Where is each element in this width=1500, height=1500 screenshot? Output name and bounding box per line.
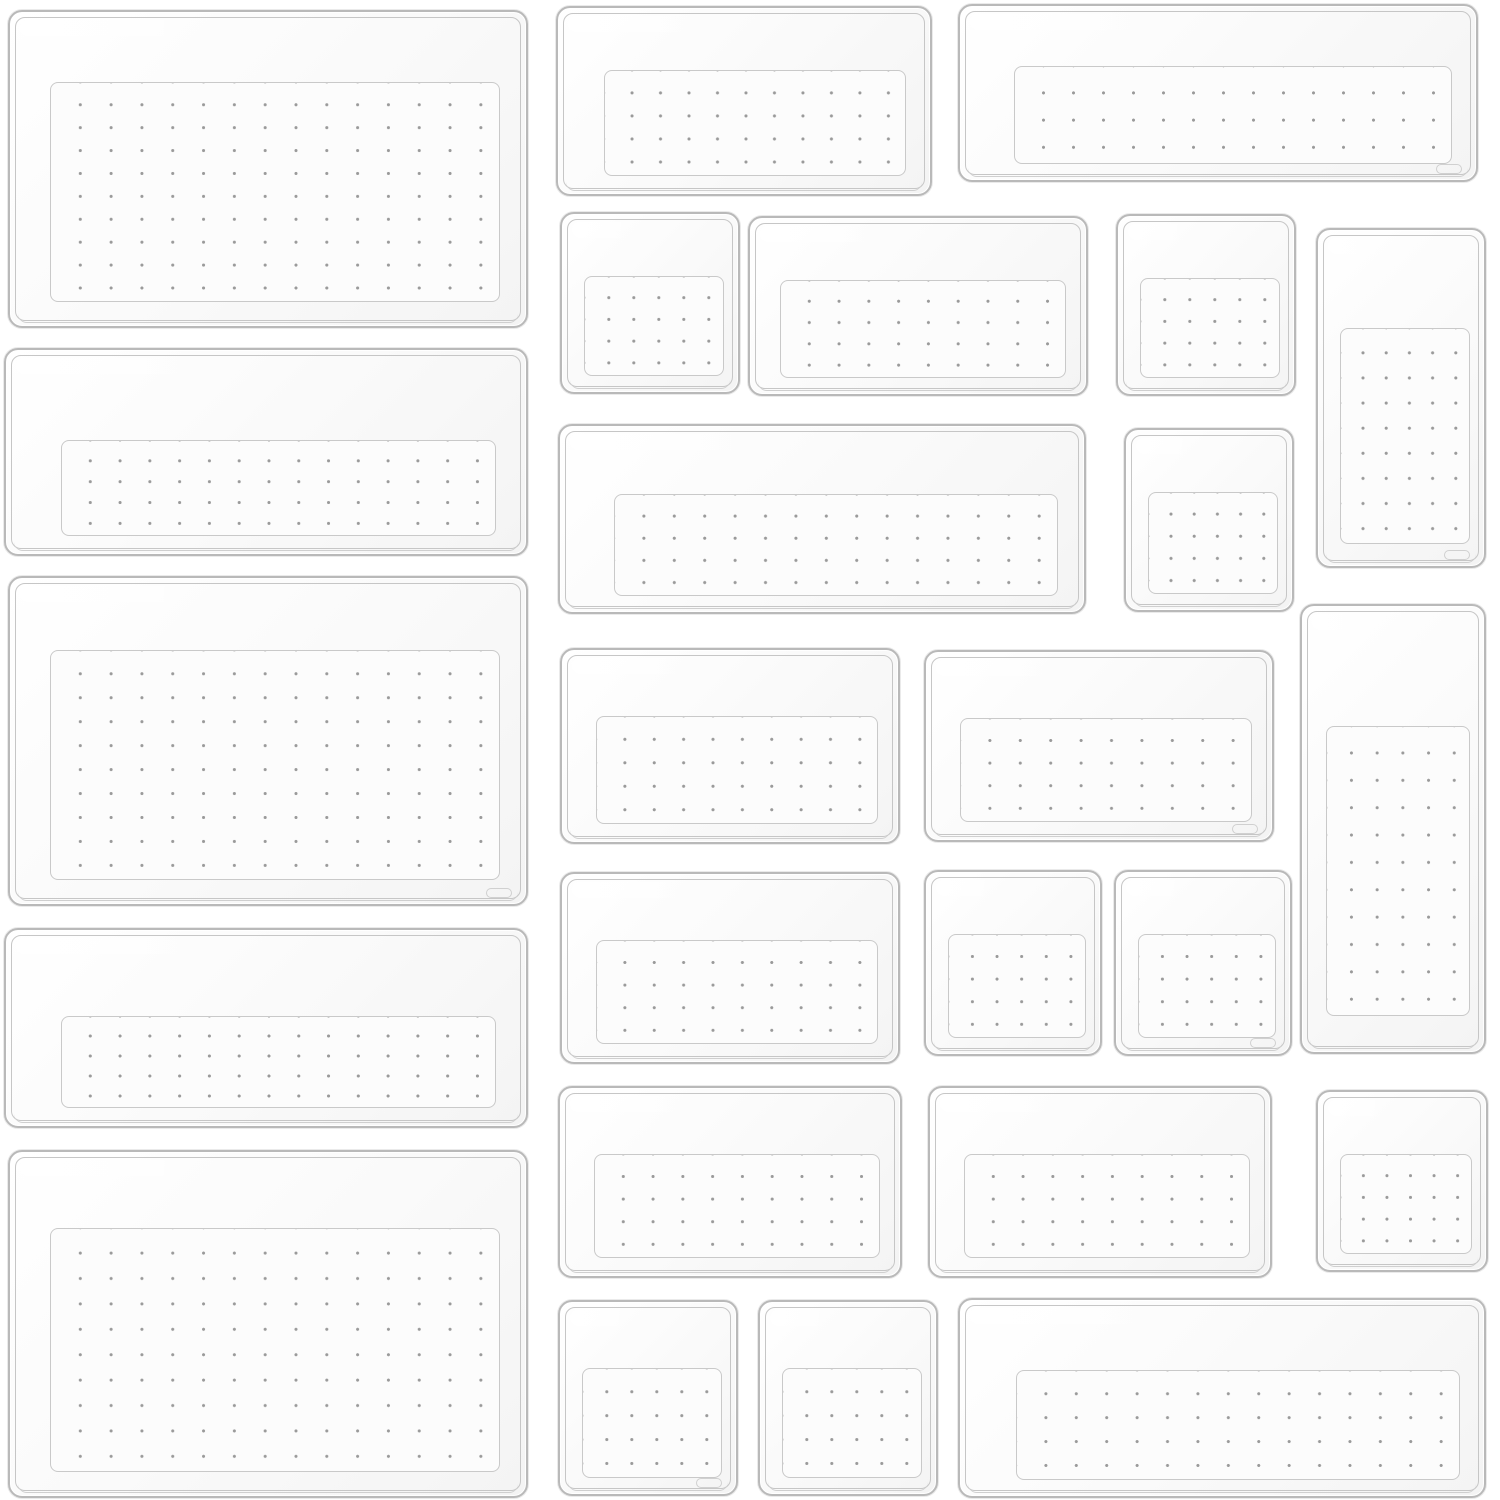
bin-highlight: [16, 358, 214, 374]
bin-highlight: [1328, 238, 1391, 254]
bin-front-lip: [18, 891, 518, 901]
bin-perforated-floor: [594, 1154, 880, 1258]
organizer-bin: [4, 348, 528, 556]
bin-highlight: [970, 1308, 1169, 1324]
organizer-bin: [558, 424, 1086, 614]
bin-perforated-floor: [61, 440, 496, 536]
bin-perforated-floor: [61, 1016, 496, 1108]
bin-front-lip: [768, 1481, 928, 1491]
bin-perforated-floor: [596, 716, 878, 824]
bin-highlight: [568, 16, 709, 32]
bin-front-lip: [1326, 553, 1476, 563]
organizer-bin: [758, 1300, 938, 1496]
bin-highlight: [20, 1160, 216, 1176]
bin-perforated-floor: [1014, 66, 1452, 164]
bin-highlight: [20, 586, 216, 602]
organizer-bin: [558, 1300, 738, 1496]
bin-front-lip: [570, 1049, 890, 1059]
bin-perforated-floor: [780, 280, 1066, 378]
bin-highlight: [572, 222, 639, 238]
bin-grip-detail: [696, 1478, 722, 1488]
organizer-bin: [556, 6, 932, 196]
bin-front-lip: [968, 1483, 1476, 1493]
bin-perforated-floor: [1326, 726, 1470, 1016]
bin-perforated-floor: [596, 940, 878, 1044]
bin-front-lip: [568, 599, 1076, 609]
bin-perforated-floor: [1016, 1370, 1460, 1480]
bin-highlight: [936, 660, 1067, 676]
bin-perforated-floor: [50, 650, 500, 880]
bin-highlight: [970, 14, 1166, 30]
bin-grip-detail: [1436, 164, 1462, 174]
bin-front-lip: [18, 313, 518, 323]
organizer-bin: [1316, 228, 1486, 568]
bin-highlight: [572, 658, 700, 674]
bin-perforated-floor: [604, 70, 906, 176]
bin-front-lip: [570, 829, 890, 839]
bin-front-lip: [934, 827, 1264, 837]
bin-perforated-floor: [1340, 328, 1470, 544]
organizer-bin: [924, 650, 1274, 842]
bin-front-lip: [1134, 597, 1284, 607]
bin-perforated-floor: [1140, 278, 1280, 378]
bin-front-lip: [18, 1483, 518, 1493]
bin-highlight: [20, 20, 216, 36]
bin-front-lip: [758, 381, 1078, 391]
bin-perforated-floor: [614, 494, 1058, 596]
bin-front-lip: [568, 1481, 728, 1491]
bin-highlight: [760, 226, 888, 242]
bin-perforated-floor: [50, 82, 500, 302]
organizer-bin: [928, 1086, 1272, 1278]
organizer-bin: [8, 1150, 528, 1498]
bin-grip-detail: [1444, 550, 1470, 560]
bin-highlight: [1128, 224, 1195, 240]
organizer-bin: [1316, 1090, 1488, 1272]
organizer-bin: [4, 928, 528, 1128]
bin-front-lip: [938, 1263, 1262, 1273]
bin-front-lip: [1126, 381, 1286, 391]
bin-front-lip: [1310, 1039, 1476, 1049]
bin-highlight: [1136, 438, 1199, 454]
bin-highlight: [1312, 614, 1381, 630]
bin-perforated-floor: [1148, 492, 1278, 594]
bin-perforated-floor: [948, 934, 1086, 1038]
bin-perforated-floor: [50, 1228, 500, 1472]
organizer-bin: [958, 1298, 1486, 1498]
bin-perforated-floor: [584, 276, 724, 376]
organizer-bin: [1124, 428, 1294, 612]
bin-perforated-floor: [782, 1368, 922, 1478]
bin-front-lip: [570, 379, 730, 389]
bin-highlight: [570, 1310, 637, 1326]
organizer-bin: [748, 216, 1088, 396]
bin-front-lip: [14, 1113, 518, 1123]
organizer-bin: [1114, 870, 1292, 1056]
bin-perforated-floor: [1138, 934, 1276, 1038]
bin-front-lip: [968, 167, 1468, 177]
bin-perforated-floor: [1340, 1154, 1472, 1254]
bin-highlight: [770, 1310, 837, 1326]
bin-front-lip: [1124, 1041, 1282, 1051]
bin-perforated-floor: [960, 718, 1252, 822]
bin-highlight: [16, 938, 214, 954]
organizer-bin: [8, 576, 528, 906]
bin-grip-detail: [1250, 1038, 1276, 1048]
bin-highlight: [940, 1096, 1069, 1112]
bin-front-lip: [566, 181, 922, 191]
organizer-bin: [958, 4, 1478, 182]
organizer-bin: [8, 10, 528, 328]
bin-grip-detail: [1232, 824, 1258, 834]
organizer-bin: [558, 1086, 902, 1278]
bin-front-lip: [1326, 1257, 1478, 1267]
bin-highlight: [570, 434, 769, 450]
bin-highlight: [936, 880, 1002, 896]
organizer-bin: [560, 872, 900, 1064]
bin-grip-detail: [486, 888, 512, 898]
bin-front-lip: [934, 1041, 1092, 1051]
organizer-bin: [1300, 604, 1486, 1054]
bin-front-lip: [568, 1263, 892, 1273]
organizer-bin: [924, 870, 1102, 1056]
bin-highlight: [1328, 1100, 1392, 1116]
bin-perforated-floor: [964, 1154, 1250, 1258]
bin-highlight: [570, 1096, 699, 1112]
bin-perforated-floor: [582, 1368, 722, 1478]
organizer-bin: [560, 648, 900, 844]
bin-front-lip: [14, 541, 518, 551]
organizer-bin: [560, 212, 740, 394]
organizer-bin: [1116, 214, 1296, 396]
bin-highlight: [572, 882, 700, 898]
bin-highlight: [1126, 880, 1192, 896]
